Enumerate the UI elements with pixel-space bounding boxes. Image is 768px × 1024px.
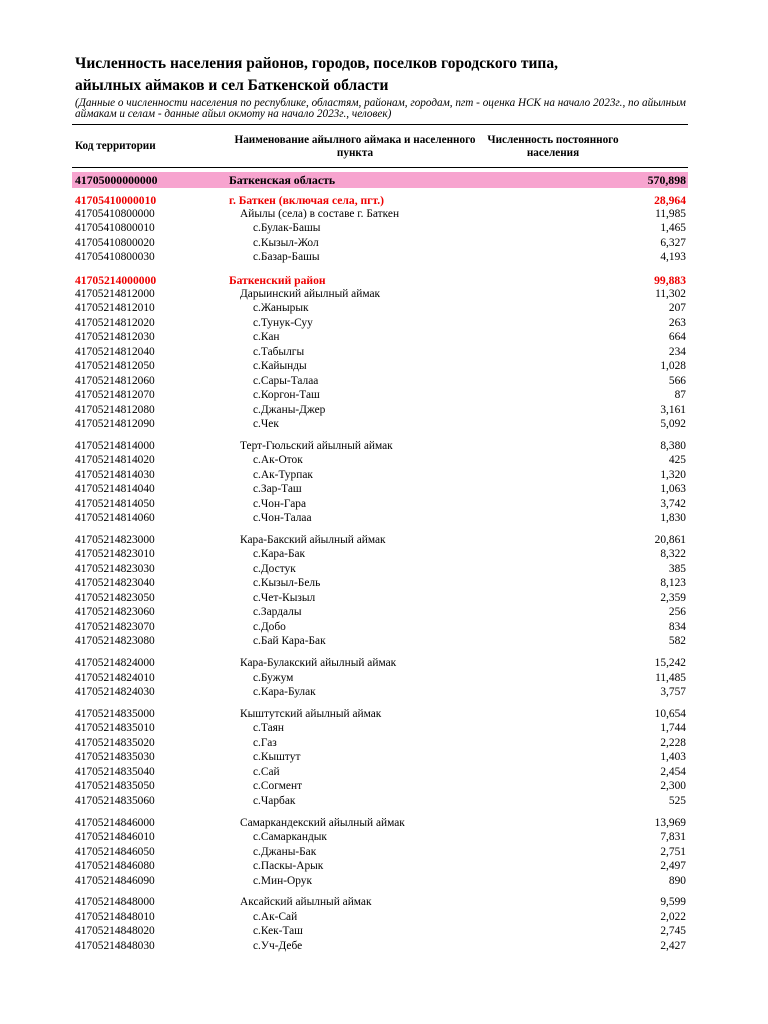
territory-name: с.Бужум xyxy=(253,671,294,684)
territory-name: с.Уч-Дебе xyxy=(253,939,303,952)
territory-code: 41705214848000 xyxy=(75,896,155,909)
territory-code: 41705214824030 xyxy=(75,686,155,699)
territory-name: с.Кызыл-Бель xyxy=(253,577,321,590)
territory-code: 41705214824010 xyxy=(75,671,155,684)
population-value: 525 xyxy=(668,794,686,807)
territory-name: Аксайский айылный аймак xyxy=(240,896,372,909)
territory-code: 41705214835000 xyxy=(75,707,155,720)
territory-code: 41705214812070 xyxy=(75,389,155,401)
population-value: 2,745 xyxy=(660,925,686,938)
territory-name: с.Мин-Орук xyxy=(253,874,313,887)
table-row xyxy=(72,533,688,548)
table-row xyxy=(72,417,688,432)
population-value: 8,380 xyxy=(660,439,686,452)
population-value: 5,092 xyxy=(660,418,686,430)
population-value: 2,454 xyxy=(660,765,686,778)
table-row xyxy=(72,207,688,222)
table-row xyxy=(72,374,688,389)
document-subtitle: (Данные о численности населения по республике, областям, районам, городам, пгт - оценка НСК на начало 2023г., по айылным аймакам и селам - данные айыл окмоту на начало 2023г., человек) xyxy=(75,97,686,120)
territory-name: с.Зардалы xyxy=(253,606,302,619)
territory-code: 41705214823060 xyxy=(75,606,155,619)
table-row xyxy=(72,750,688,765)
territory-name: Кара-Бакский айылный аймак xyxy=(240,533,386,546)
population-value: 11,485 xyxy=(655,671,686,684)
territory-name: с.Чет-Кызыл xyxy=(253,591,316,604)
territory-code: 41705214848020 xyxy=(75,925,155,938)
population-value: 256 xyxy=(668,606,686,619)
territory-code: 41705214812080 xyxy=(75,403,155,416)
territory-name: с.Тунук-Суу xyxy=(253,316,313,329)
territory-name: Айылы (села) в составе г. Баткен xyxy=(240,207,400,220)
table-row xyxy=(72,403,688,418)
population-value: 890 xyxy=(668,874,686,887)
table-row xyxy=(72,874,688,889)
territory-name: с.Согмент xyxy=(253,780,303,793)
territory-code: 41705214846000 xyxy=(75,816,155,829)
territory-code: 41705214823080 xyxy=(75,635,155,648)
territory-code: 41705214835060 xyxy=(75,794,155,807)
population-value: 99,883 xyxy=(654,274,686,287)
population-value: 2,359 xyxy=(660,591,686,604)
table-row xyxy=(72,359,688,374)
table-row xyxy=(72,301,688,316)
population-value: 2,228 xyxy=(660,736,686,749)
territory-name: Баткенский район xyxy=(229,274,326,287)
territory-name: с.Булак-Башы xyxy=(253,222,321,234)
population-value: 9,599 xyxy=(660,896,686,909)
population-value: 6,327 xyxy=(660,236,686,249)
territory-code: 41705214848030 xyxy=(75,939,155,952)
territory-code: 41705214823040 xyxy=(75,577,155,590)
territory-code: 41705214814000 xyxy=(75,439,155,452)
territory-name: с.Чон-Гара xyxy=(253,497,306,510)
territory-name: с.Джаны-Джер xyxy=(253,403,326,416)
territory-name: Самаркандекский айылный аймак xyxy=(240,816,405,829)
table-row xyxy=(72,547,688,562)
population-value: 425 xyxy=(668,454,686,467)
population-value: 11,302 xyxy=(655,287,686,300)
territory-name: с.Чек xyxy=(253,418,279,430)
territory-name: Баткенская область xyxy=(229,173,336,187)
population-value: 1,063 xyxy=(660,483,686,496)
table-row xyxy=(72,830,688,845)
population-value: 2,497 xyxy=(660,860,686,872)
document-title-line-1: Численность населения районов, городов, поселков городского типа, xyxy=(75,55,558,72)
territory-name: с.Газ xyxy=(253,736,277,749)
table-row xyxy=(72,439,688,454)
table-row xyxy=(72,736,688,751)
territory-code: 41705214000000 xyxy=(75,274,157,287)
document-title-line-2: айылных аймаков и сел Баткенской области xyxy=(75,77,389,94)
column-header-population: Численность постоянного населения xyxy=(487,134,619,159)
population-value: 3,161 xyxy=(660,403,686,416)
territory-code: 41705214814060 xyxy=(75,512,155,525)
territory-name: с.Табылгы xyxy=(253,345,305,358)
territory-name: с.Ак-Сай xyxy=(253,910,298,923)
territory-name: с.Добо xyxy=(253,620,286,633)
table-row xyxy=(72,221,688,236)
territory-name: Терт-Гюльский айылный аймак xyxy=(240,439,393,452)
territory-code: 41705214835010 xyxy=(75,722,155,735)
header-rule xyxy=(72,167,688,168)
population-value: 1,403 xyxy=(660,751,686,764)
table-row xyxy=(72,910,688,925)
territory-name: с.Достук xyxy=(253,562,296,575)
population-value: 2,751 xyxy=(660,845,686,858)
population-value: 8,123 xyxy=(660,577,686,590)
population-value: 1,320 xyxy=(660,468,686,481)
territory-code: 41705214846080 xyxy=(75,860,155,872)
table-row xyxy=(72,765,688,780)
table-row xyxy=(72,287,688,302)
territory-name: с.Чон-Талаа xyxy=(253,512,312,525)
table-row xyxy=(72,721,688,736)
column-header-name: Наименование айылного аймака и населенного пункта xyxy=(234,134,476,159)
territory-code: 41705214846090 xyxy=(75,874,155,887)
table-row xyxy=(72,779,688,794)
top-rule xyxy=(72,124,688,125)
territory-name: с.Сары-Талаа xyxy=(253,374,319,387)
table-row xyxy=(72,482,688,497)
population-value: 1,465 xyxy=(660,222,686,234)
table-row xyxy=(72,685,688,700)
population-value: 2,022 xyxy=(660,910,686,923)
table-row xyxy=(72,468,688,483)
population-value: 28,964 xyxy=(654,194,686,207)
territory-name: с.Жанырык xyxy=(253,302,309,314)
table-row xyxy=(72,845,688,860)
table-row xyxy=(72,924,688,939)
table-row xyxy=(72,816,688,831)
population-value: 3,742 xyxy=(660,497,686,510)
column-header-code: Код территории xyxy=(75,140,156,152)
table-row xyxy=(72,671,688,686)
population-value: 1,744 xyxy=(660,722,686,735)
territory-code: 41705214823070 xyxy=(75,620,155,633)
territory-name: с.Кан xyxy=(253,331,280,343)
territory-code: 41705214823000 xyxy=(75,533,155,546)
territory-name: с.Бай Кара-Бак xyxy=(253,635,326,648)
population-value: 2,300 xyxy=(660,780,686,793)
territory-name: с.Кара-Булак xyxy=(253,686,316,699)
territory-code: 41705214835020 xyxy=(75,736,155,749)
territory-name: с.Самаркандык xyxy=(253,831,327,843)
territory-code: 41705214812060 xyxy=(75,374,155,387)
territory-name: с.Кызыл-Жол xyxy=(253,236,319,249)
territory-name: с.Сай xyxy=(253,765,280,778)
territory-code: 41705214823010 xyxy=(75,548,155,561)
population-value: 15,242 xyxy=(654,657,686,670)
population-value: 385 xyxy=(668,562,686,575)
territory-code: 41705214835040 xyxy=(75,765,155,778)
territory-code: 41705410000010 xyxy=(75,194,157,207)
territory-code: 41705214835030 xyxy=(75,751,155,764)
table-row xyxy=(72,707,688,722)
territory-name: с.Зар-Таш xyxy=(253,483,302,496)
population-value: 234 xyxy=(668,345,686,358)
population-value: 582 xyxy=(668,635,686,648)
table-row xyxy=(72,330,688,345)
territory-code: 41705214846050 xyxy=(75,845,155,858)
table-row xyxy=(72,605,688,620)
population-value: 834 xyxy=(668,620,686,633)
territory-name: с.Базар-Башы xyxy=(253,251,320,263)
territory-name: г. Баткен (включая села, пгт.) xyxy=(229,194,385,207)
table-row xyxy=(72,388,688,403)
population-value: 11,985 xyxy=(655,207,686,220)
territory-code: 41705410800020 xyxy=(75,236,155,249)
population-value: 570,898 xyxy=(647,173,686,187)
population-value: 664 xyxy=(668,331,686,343)
population-value: 566 xyxy=(668,374,686,387)
table-row xyxy=(72,895,688,910)
territory-code: 41705214814030 xyxy=(75,468,155,481)
table-row xyxy=(72,236,688,251)
territory-name: с.Таян xyxy=(253,722,284,735)
territory-name: с.Кыштут xyxy=(253,751,301,764)
table-row xyxy=(72,453,688,468)
territory-code: 41705214812040 xyxy=(75,345,155,358)
population-value: 13,969 xyxy=(654,816,686,829)
population-value: 2,427 xyxy=(660,939,686,952)
territory-name: с.Паскы-Арык xyxy=(253,860,324,872)
territory-code: 41705214823050 xyxy=(75,591,155,604)
territory-code: 41705410800000 xyxy=(75,207,155,220)
table-row xyxy=(72,497,688,512)
territory-code: 41705214812000 xyxy=(75,287,155,300)
territory-code: 41705214814020 xyxy=(75,454,155,467)
territory-code: 41705214812050 xyxy=(75,360,155,372)
table-row xyxy=(72,656,688,671)
table-row xyxy=(72,591,688,606)
territory-name: с.Кайынды xyxy=(253,360,307,372)
territory-code: 41705214823030 xyxy=(75,562,155,575)
table-row xyxy=(72,634,688,649)
population-value: 87 xyxy=(674,389,686,401)
territory-code: 41705214814050 xyxy=(75,497,155,510)
table-row xyxy=(72,511,688,526)
territory-name: с.Ак-Турпак xyxy=(253,468,313,481)
territory-code: 41705410800010 xyxy=(75,222,155,234)
population-value: 20,861 xyxy=(654,533,686,546)
table-row xyxy=(72,172,688,188)
territory-name: Дарыинский айылный аймак xyxy=(240,287,381,300)
territory-code: 41705214848010 xyxy=(75,910,155,923)
territory-code: 41705214812090 xyxy=(75,418,155,430)
territory-name: с.Коргон-Таш xyxy=(253,389,320,401)
table-row xyxy=(72,562,688,577)
territory-code: 41705214812030 xyxy=(75,331,155,343)
table-row xyxy=(72,620,688,635)
population-value: 207 xyxy=(668,302,686,314)
territory-code: 41705000000000 xyxy=(75,173,158,187)
population-value: 263 xyxy=(668,316,686,329)
table-row xyxy=(72,939,688,954)
population-value: 10,654 xyxy=(654,707,686,720)
table-row xyxy=(72,859,688,874)
population-value: 7,831 xyxy=(660,831,686,843)
table-row xyxy=(72,345,688,360)
table-row xyxy=(72,250,688,265)
table-row xyxy=(72,576,688,591)
territory-code: 41705214814040 xyxy=(75,483,155,496)
territory-code: 41705214812020 xyxy=(75,316,155,329)
territory-name: Кыштутский айылный аймак xyxy=(240,707,382,720)
territory-code: 41705214812010 xyxy=(75,302,155,314)
population-value: 8,322 xyxy=(660,548,686,561)
territory-code: 41705214835050 xyxy=(75,780,155,793)
territory-name: с.Кек-Таш xyxy=(253,925,303,938)
population-value: 4,193 xyxy=(660,251,686,263)
table-row xyxy=(72,316,688,331)
territory-name: Кара-Булакский айылный аймак xyxy=(240,657,397,670)
population-value: 3,757 xyxy=(660,686,686,699)
territory-code: 41705214846010 xyxy=(75,831,155,843)
territory-code: 41705214824000 xyxy=(75,657,155,670)
population-value: 1,028 xyxy=(660,360,686,372)
territory-code: 41705410800030 xyxy=(75,251,155,263)
territory-name: с.Джаны-Бак xyxy=(253,845,317,858)
population-value: 1,830 xyxy=(660,512,686,525)
table-row xyxy=(72,794,688,809)
territory-name: с.Чарбак xyxy=(253,794,296,807)
territory-name: с.Ак-Оток xyxy=(253,454,303,467)
territory-name: с.Кара-Бак xyxy=(253,548,306,561)
